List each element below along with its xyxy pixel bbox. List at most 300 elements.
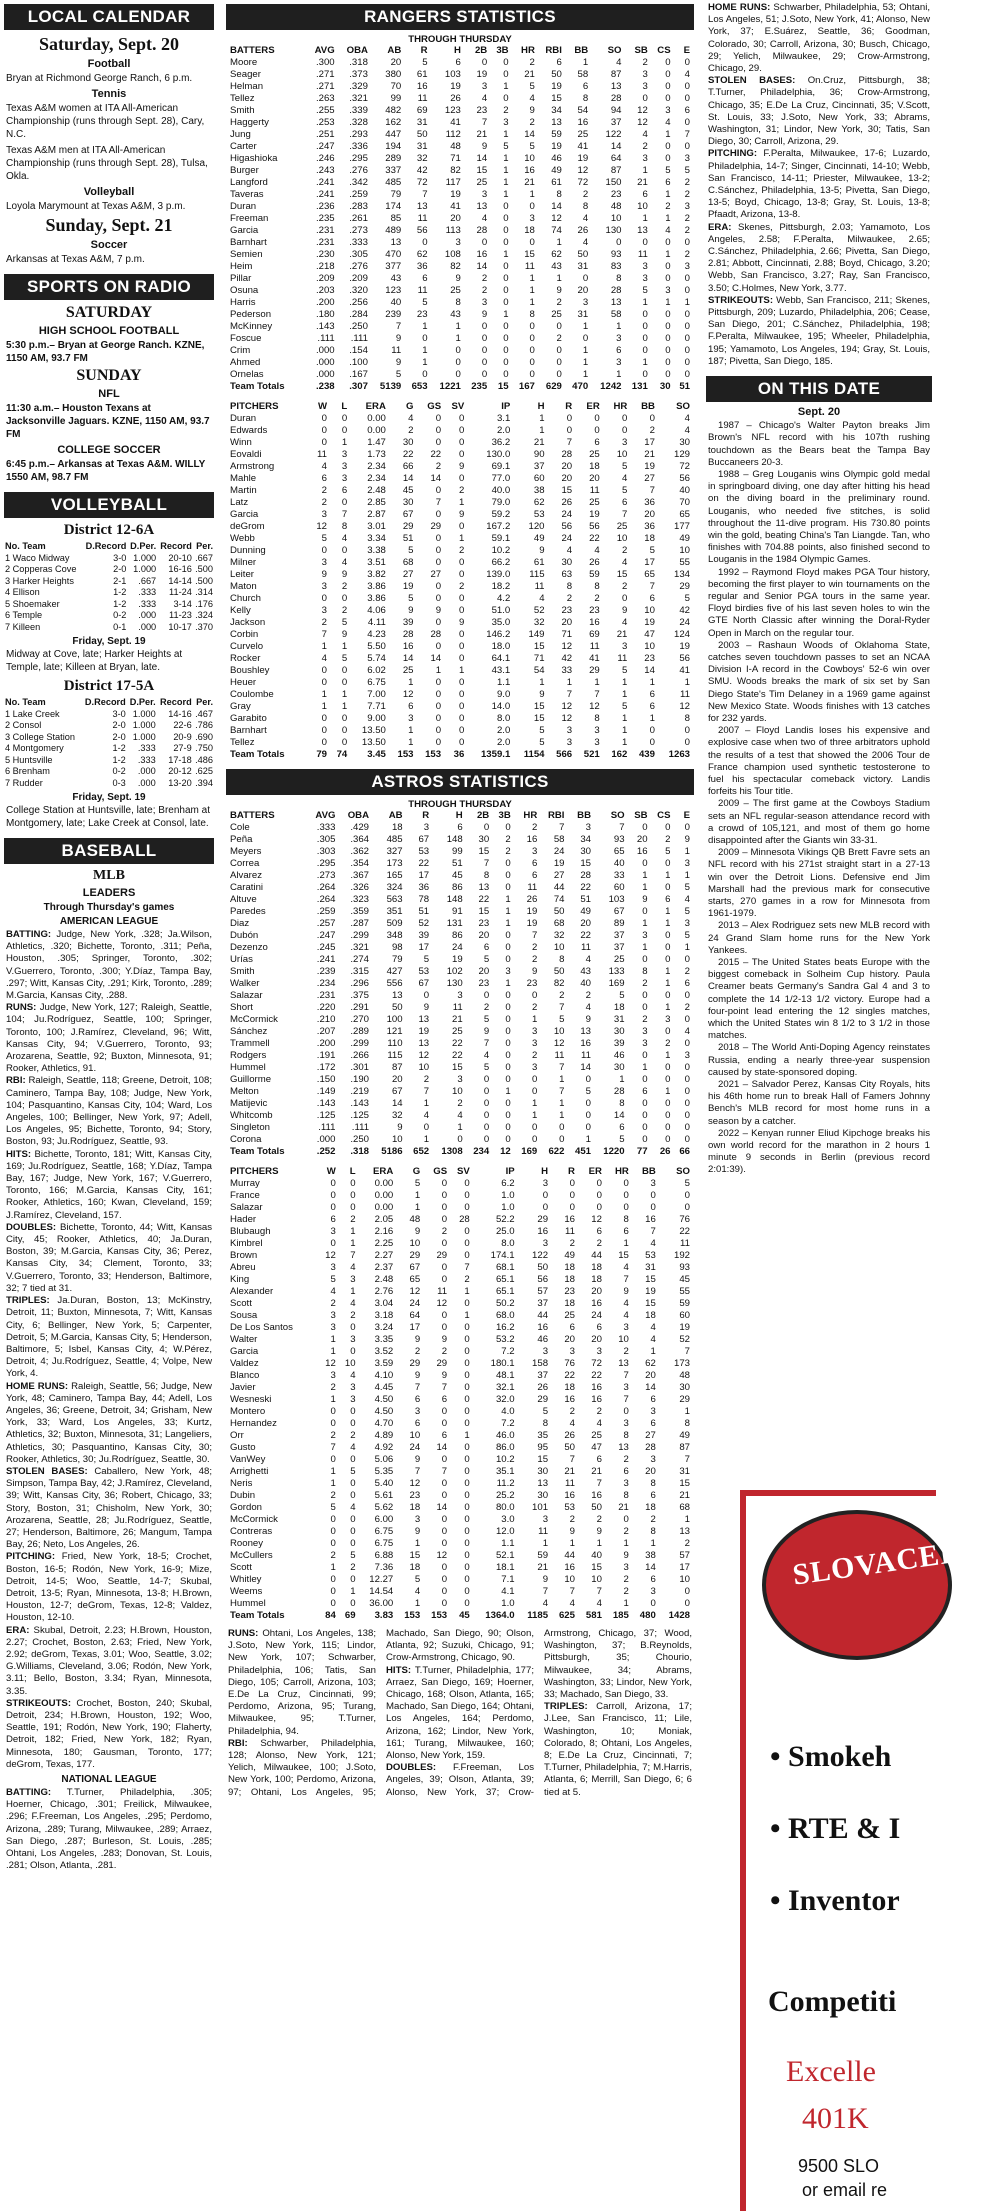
table-cell: .321 [350, 942, 370, 953]
table-cell: 1 [665, 213, 671, 224]
pitcher-row [228, 1226, 692, 1238]
table-cell: 0 [665, 882, 671, 893]
table-cell: 18 [409, 1502, 421, 1513]
table-cell: 6 [321, 473, 328, 484]
table-cell: 167 [518, 381, 535, 392]
table-cell: 14 [551, 201, 562, 212]
table-cell: 37 [537, 1298, 549, 1309]
table-cell: .333 [137, 743, 156, 753]
batter-row [228, 990, 692, 1002]
table-cell: 10 [637, 201, 648, 212]
table-cell: 10-17 [168, 621, 192, 632]
table-cell: 1 [556, 273, 562, 284]
pitcher-row [228, 737, 692, 749]
table-cell: 1 [458, 665, 465, 676]
table-cell: 18 [591, 1274, 602, 1285]
table-cell: 32 [533, 617, 545, 628]
table-cell: 19 [551, 81, 562, 92]
table-cell: 0 [642, 906, 648, 917]
table-cell: 20 [561, 617, 573, 628]
table-cell: Orr [230, 1430, 244, 1441]
table-cell: 0 [684, 93, 690, 104]
batter-row [228, 117, 692, 129]
table-cell: 4 [622, 557, 628, 568]
table-cell: 120 [528, 521, 545, 532]
table-cell: 377 [385, 261, 402, 272]
table-cell: 63 [561, 569, 573, 580]
table-cell: 14 [436, 1442, 448, 1453]
table-cell: 0 [458, 557, 465, 568]
table-cell: 0 [665, 357, 671, 368]
table-cell: 21 [537, 1562, 549, 1573]
table-cell: 2.85 [367, 497, 386, 508]
batter-row [228, 942, 692, 954]
table-cell: .394 [195, 777, 213, 788]
table-cell: 3.86 [367, 593, 386, 604]
d175-note: College Station at Huntsville, late; Brenham at Montgomery, late; Lake Creek at Consol, late. [6, 805, 210, 829]
table-cell: 3 [650, 1178, 656, 1189]
table-cell: 45 [679, 1274, 690, 1285]
on-this-date-item: 2009 – The first game at the Cowboys Stadium sets an NFL regular-season attendance record with a crowd of 105,121, and most of them go home disappointed after the Giants win 33-31. [708, 798, 930, 846]
table-cell: 0 [455, 357, 461, 368]
table-cell: Latz [230, 497, 249, 508]
table-cell: 0 [531, 1086, 538, 1097]
table-cell: Jung [230, 129, 251, 140]
table-cell: 99 [390, 93, 402, 104]
table-cell: 42 [561, 653, 573, 664]
table-cell: Garcia [230, 509, 259, 520]
on-this-date-item: 2021 – Salvador Perez, Kansas City Royals, hits his 46th home run to break Hall of Famers Johnny Bench's MLB record for most home runs in a season by a catcher. [708, 1079, 930, 1127]
table-cell: 2 [408, 425, 414, 436]
table-cell: 2 [330, 1490, 336, 1501]
leader-category-text: Judge, New York, .328; Ja.Wilson, Athletics, .320; Bichette, Toronto, .311; Peña, Houston, .305; Springer, Toronto, .302; V.Guerrero, Toronto, .300; Y.Díaz, Tampa Bay, .297; Witt, Kansas City, .291; Kirk, Toronto, .289; M.Garcia, Kansas City, .288. [6, 929, 213, 1002]
table-cell: Walter [230, 1334, 258, 1345]
table-cell: 3 [596, 1346, 602, 1357]
table-cell: 0 [441, 1238, 448, 1249]
table-cell: 12 [418, 1050, 430, 1061]
table-cell: 50 [537, 1262, 549, 1273]
column-header: ERA [373, 1166, 394, 1177]
table-cell: 45 [459, 1610, 470, 1621]
table-cell: 6 [684, 978, 690, 989]
table-cell: Dezenzo [230, 942, 268, 953]
table-cell: 71 [450, 153, 461, 164]
table-cell: 27 [430, 569, 442, 580]
table-cell: .209 [349, 273, 368, 284]
table-cell: 23 [644, 653, 655, 664]
pitcher-row [228, 581, 692, 593]
table-cell: 0 [531, 1134, 538, 1145]
table-cell: 9 [395, 357, 402, 368]
leader-category [6, 1381, 212, 1466]
table-cell: Paredes [230, 906, 266, 917]
table-cell: 16 [580, 1038, 591, 1049]
table-cell: .250 [350, 1134, 370, 1145]
table-cell: 76 [564, 1358, 575, 1369]
table-cell: 1 [503, 189, 509, 200]
table-cell: 324 [386, 882, 403, 893]
table-cell: 0 [464, 1178, 470, 1189]
batter-row [228, 1002, 692, 1014]
table-cell: 0 [566, 413, 573, 424]
table-cell: 1 [684, 1406, 690, 1417]
table-cell: 9 [596, 1526, 602, 1537]
table-cell: 83 [610, 261, 622, 272]
table-cell: 26 [589, 557, 600, 568]
table-cell: 2 [483, 1002, 490, 1013]
table-cell: 44 [564, 1550, 575, 1561]
table-cell: 0 [503, 333, 509, 344]
table-cell: 8.0 [496, 713, 511, 724]
table-cell: 1 [556, 237, 562, 248]
column-header: 3B [496, 45, 509, 56]
table-cell: .284 [349, 309, 368, 320]
table-cell: 12 [553, 1038, 565, 1049]
table-cell: 13 [390, 237, 402, 248]
table-cell: 0 [483, 1086, 490, 1097]
table-cell: 1220 [603, 1146, 625, 1157]
table-cell: 28 [561, 449, 573, 460]
table-cell: 50 [416, 129, 428, 140]
table-cell: 0 [556, 357, 562, 368]
table-cell: 9 [414, 1370, 421, 1381]
football-label: Football [87, 58, 131, 70]
table-cell: 25 [476, 177, 488, 188]
table-cell: 6 [414, 1418, 421, 1429]
table-cell: Correa [230, 858, 260, 869]
table-cell: 1 [505, 978, 511, 989]
table-cell: .100 [349, 357, 368, 368]
table-cell: 3 Harker Heights [5, 575, 74, 586]
table-cell: 1 [531, 1110, 538, 1121]
table-cell: 38 [645, 1550, 656, 1561]
table-cell: 0 [330, 1526, 336, 1537]
table-cell: 153 [397, 749, 414, 760]
table-cell: 1 [422, 357, 428, 368]
table-cell: 21 [524, 69, 535, 80]
table-cell: 0 [464, 1322, 470, 1333]
table-cell: 7 [441, 1466, 448, 1477]
table-cell: Pillar [230, 273, 252, 284]
table-cell: 3 [622, 437, 628, 448]
table-cell: 1 [642, 213, 648, 224]
table-cell: 0 [330, 1586, 336, 1597]
table-cell: 44 [537, 1310, 549, 1321]
table-cell: Heim [230, 261, 253, 272]
table-cell: 5.35 [374, 1466, 394, 1477]
table-cell: 11 [680, 1238, 690, 1249]
column-header: OBA [347, 810, 370, 821]
pitcher-row [228, 1610, 692, 1622]
table-cell: 6 [582, 81, 589, 92]
table-cell: 2 [556, 297, 562, 308]
table-cell: 29 [589, 665, 600, 676]
table-cell: 21 [452, 1014, 463, 1025]
table-cell: 7 [395, 321, 402, 332]
table-cell: 9 [684, 834, 690, 845]
pitcher-row [228, 1550, 692, 1562]
table-cell: .000 [138, 621, 157, 632]
table-cell: 0 [455, 345, 461, 356]
day1: Saturday, Sept. 20 [38, 34, 180, 54]
table-cell: 4 [569, 1598, 575, 1609]
table-cell: 0 [330, 1514, 336, 1525]
table-cell: Sousa [230, 1310, 258, 1321]
table-cell: 0 [596, 1190, 602, 1201]
table-cell: 0 [464, 1442, 470, 1453]
table-cell: .241 [315, 189, 335, 200]
table-cell: 5 [341, 617, 348, 628]
table-cell: 11 [581, 942, 591, 953]
table-cell: 0 [503, 237, 509, 248]
table-cell: 8 [650, 1478, 656, 1489]
table-cell: 9 [414, 1226, 421, 1237]
leaders-label: LEADERS [82, 887, 136, 899]
table-cell: 56 [679, 653, 690, 664]
table-cell: 20 [561, 461, 573, 472]
table-cell: 0 [321, 425, 328, 436]
table-cell: 0 [455, 369, 461, 380]
table-cell: .167 [349, 369, 368, 380]
table-cell: 1 [622, 713, 628, 724]
table-cell: 25 [589, 497, 600, 508]
table-cell: 0 [505, 858, 511, 869]
batter-row [228, 249, 692, 261]
table-cell: Salazar [230, 1202, 263, 1213]
leader-category-text: F.Peralta, Milwaukee, 17-6; Luzardo, Philadelphia, 14-7; Singer, Cincinnati, 14-10; Webb, San Francisco, 14-11; Priester, Milwaukee, 13-2; C.Sánchez, Philadelphia, 13-5; Pivetta, San Diego, 13-5; Boyd, Chicago, 13-8; Gray, St. Louis, 13-8; Pfaadt, Arizona, 13-8. [708, 148, 930, 221]
table-cell: 30 [478, 834, 490, 845]
table-cell: 78 [418, 894, 430, 905]
table-cell: Montero [230, 1406, 266, 1417]
table-cell: 1 [622, 677, 628, 688]
table-cell: 2 [321, 617, 328, 628]
table-cell: .486 [195, 754, 213, 765]
table-cell: 1 [321, 689, 328, 700]
table-cell: 36 [416, 261, 428, 272]
table-cell: 0 [321, 677, 328, 688]
table-cell: 18 [391, 822, 403, 833]
table-cell: 68 [679, 1502, 690, 1513]
table-cell: 16 [526, 834, 538, 845]
table-cell: Neris [230, 1478, 253, 1489]
table-cell: 10 [616, 533, 628, 544]
table-cell: 0 [441, 1562, 448, 1573]
table-cell: 70 [679, 497, 690, 508]
pitcher-row [228, 569, 692, 581]
table-cell: 131 [631, 381, 648, 392]
table-cell: 7 [542, 1586, 549, 1597]
table-cell: Kelly [230, 605, 251, 616]
table-cell: 6 [622, 497, 628, 508]
table-cell: 3.04 [374, 1298, 394, 1309]
table-cell: 6 [649, 701, 655, 712]
table-cell: 51 [679, 381, 690, 392]
table-cell: 5 [321, 533, 328, 544]
table-cell: 3 [330, 1322, 336, 1333]
table-cell: 1 [341, 641, 348, 652]
table-cell: 1 [665, 1002, 671, 1013]
table-cell: Seager [230, 69, 261, 80]
table-cell: 1 [503, 165, 509, 176]
table-cell: 0 [503, 213, 509, 224]
nl-label: NATIONAL LEAGUE [61, 1774, 157, 1786]
table-cell: Smith [230, 966, 255, 977]
table-cell: 12 [679, 701, 690, 712]
table-cell: 7 [596, 1478, 602, 1489]
table-cell: Whitley [230, 1574, 262, 1585]
table-cell: 7 [341, 509, 348, 520]
table-cell: 18 [645, 1310, 656, 1321]
table-cell: 1263 [668, 749, 690, 760]
radio-hsf-label: HIGH SCHOOL FOOTBALL [38, 325, 180, 337]
table-cell: Guillorme [230, 1074, 272, 1085]
batter-row [228, 1134, 692, 1146]
table-cell: 13 [418, 1038, 430, 1049]
table-cell: 9 [408, 605, 414, 616]
table-cell: 48 [450, 141, 461, 152]
table-cell: 82 [450, 165, 461, 176]
table-cell: 0 [435, 425, 442, 436]
tennis-item: Texas A&M men at ITA All-American Championship (runs through Sept. 28), Tulsa, Okla. [6, 145, 208, 182]
table-cell: 23 [561, 605, 573, 616]
table-cell: .273 [349, 225, 368, 236]
table-cell: 0 [665, 858, 671, 869]
table-cell: 3.86 [367, 581, 386, 592]
table-cell: 61 [533, 557, 545, 568]
table-cell: 1 [503, 309, 509, 320]
table-cell: 0.00 [374, 1202, 394, 1213]
local-calendar-title: LOCAL CALENDAR [4, 4, 214, 30]
table-cell: 4.70 [374, 1418, 394, 1429]
table-cell: 3 [642, 930, 648, 941]
table-cell: 0 [642, 1134, 648, 1145]
table-cell: .364 [350, 834, 370, 845]
radio-nfl-label: NFL [98, 388, 120, 400]
table-cell: 0 [665, 153, 671, 164]
table-cell: 0 [623, 1178, 629, 1189]
table-cell: 9 [455, 273, 461, 284]
batter-row [228, 237, 692, 249]
table-cell: 5.61 [374, 1490, 394, 1501]
table-cell: 1 [330, 1334, 336, 1345]
pitcher-row [228, 1190, 692, 1202]
table-cell: 0 [642, 93, 648, 104]
table-cell: Hummel [230, 1062, 266, 1073]
table-cell: .367 [350, 870, 370, 881]
table-cell: 7 [435, 497, 442, 508]
table-cell: 21 [533, 437, 545, 448]
table-cell: Dunning [230, 545, 266, 556]
batter-row [228, 141, 692, 153]
table-cell: 4 [665, 225, 671, 236]
pitcher-row [228, 1250, 692, 1262]
table-cell: 4 [684, 1026, 690, 1037]
pitcher-row [228, 1466, 692, 1478]
table-cell: 4 [650, 1322, 656, 1333]
table-cell: 0 [665, 57, 671, 68]
table-cell: 53 [645, 1250, 656, 1261]
table-cell: 8 [566, 581, 573, 592]
table-cell: 8 [594, 581, 600, 592]
table-cell: Gray [230, 701, 251, 712]
table-cell: 2 [642, 141, 648, 152]
table-cell: 15 [591, 1562, 602, 1573]
table-cell: 3 [529, 213, 535, 224]
table-cell: 427 [386, 966, 403, 977]
table-cell: 3.34 [367, 533, 386, 544]
table-cell: 6 [596, 1454, 602, 1465]
leader-category [6, 1295, 212, 1380]
table-cell: 27 [644, 473, 655, 484]
table-cell: 0 [505, 1134, 511, 1145]
table-cell: 0 [464, 1550, 470, 1561]
table-cell: 3 [616, 357, 622, 368]
column-header: W [317, 401, 328, 412]
table-cell: 5 [622, 665, 628, 676]
table-cell: 0 [569, 1202, 575, 1213]
pitcher-row [228, 1514, 692, 1526]
table-cell: 0 [464, 1382, 470, 1393]
table-cell: 177 [673, 521, 690, 532]
leader-category [6, 1466, 212, 1551]
table-cell: 3.0 [501, 1514, 515, 1525]
table-cell: .354 [350, 858, 370, 869]
table-cell: 0 [464, 1190, 470, 1201]
table-cell: Altuve [230, 894, 257, 905]
table-cell: 0 [531, 1122, 538, 1133]
table-cell: 0 [503, 261, 509, 272]
table-cell: 0 [435, 413, 442, 424]
column-header: D.Per. [129, 697, 156, 707]
column-header: H [453, 45, 461, 56]
district-17-5a: District 17-5A [63, 678, 155, 694]
table-cell: 0 [441, 1406, 448, 1417]
column-header: D.Record [85, 541, 127, 551]
slovacek-ad[interactable] [702, 1490, 993, 2211]
table-cell: 82 [553, 978, 565, 989]
pitcher-row [228, 1574, 692, 1586]
table-cell: 0 [684, 725, 690, 736]
table-cell: 40 [591, 1550, 602, 1561]
table-cell: 66.2 [491, 557, 511, 568]
table-cell: 16 [564, 1562, 575, 1573]
on-this-date-item: 1992 – Raymond Floyd makes PGA Tour history, becoming the first player to win tournaments on the regular and Senior PGA tours in the same year. Floyd birdies five of his last seven holes to win the GTE North Classic after winning the Doral-Ryder Open in March on the regular tour. [708, 566, 930, 639]
table-cell: 46 [537, 1334, 549, 1345]
table-cell: 12 [577, 165, 589, 176]
table-cell: 2-0 [113, 564, 127, 574]
table-cell: 20 [390, 57, 402, 68]
table-cell: 0 [341, 545, 348, 556]
table-cell: 3 [321, 581, 328, 592]
table-cell: 0 [684, 1098, 690, 1109]
table-cell: 9 [585, 1014, 591, 1025]
leader-category-text: Ohtani, Los Angeles, 138; J.Soto, New York, 115; Lindor, New York, 107; Schwarber, Philadelphia, 106; Tatis, San Diego, 105; Carroll, Arizona, 103; E.De La Cruz, Cincinnati, 99; Perdomo, Arizona, 95; Turang, Milwaukee, 95; T.Turner, Philadelphia, 94. [228, 1628, 376, 1737]
district-12-6a: District 12-6A [63, 522, 155, 538]
table-cell: 12.27 [369, 1574, 394, 1585]
leader-category-text: Carroll, Arizona, 17; J.Lee, San Francisco, 11; Lile, Washington, 10; Moniak, Colorado, 8; Ohtani, Los Angeles, 8; E.De La Cruz, Cincinnati, 7; T.Turner, Philadelphia, 7; M.Harris, Atlanta, 6; Merrill, San Diego, 6; 6 tied at 5. [544, 1701, 692, 1798]
table-cell: Gusto [230, 1442, 256, 1453]
table-cell: Short [230, 1002, 253, 1013]
table-cell: .300 [315, 57, 335, 68]
table-cell: 2 [481, 273, 488, 284]
column-header: BB [577, 810, 591, 821]
table-cell: 0 [505, 930, 511, 941]
district-12-6a-table [4, 541, 214, 633]
ad-401k: 401K [802, 2102, 869, 2135]
table-cell: 0 [650, 1202, 656, 1213]
table-cell: 1 [665, 966, 671, 977]
table-cell: 11 [417, 285, 428, 296]
